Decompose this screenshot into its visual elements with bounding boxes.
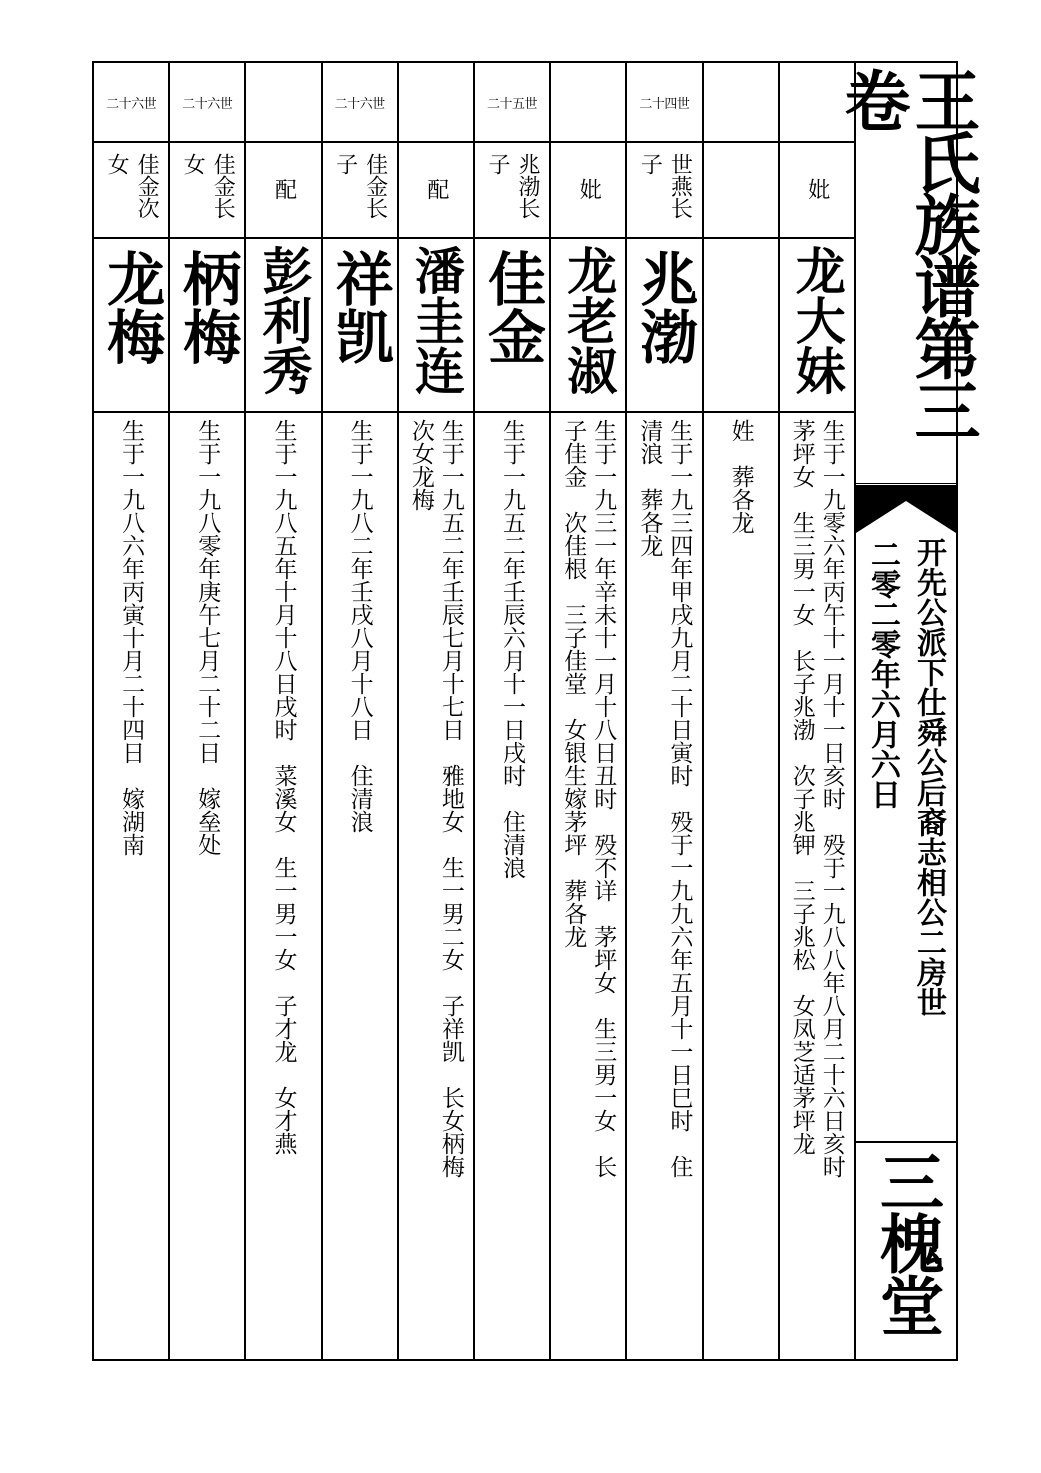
person-name: 龙大妹 xyxy=(787,245,846,395)
person-name: 龙老淑 xyxy=(559,245,618,395)
entry-column xyxy=(627,63,703,1359)
biography-text: 姓 葬各龙 xyxy=(727,419,754,534)
entry-column xyxy=(704,63,780,1359)
biography-text: 生于一九八零年庚午七月二十二日 嫁垒处 xyxy=(194,419,221,856)
name-cell xyxy=(399,237,473,413)
generation-label: 二十六世 xyxy=(170,63,244,143)
branch-line: 开先公派下仕舜公后裔志相公二房世 xyxy=(911,537,946,1017)
relation-label: 配 xyxy=(271,178,297,200)
biography-text: 生于一九三一年辛未十一月十八日丑时 殁不详 茅坪女 生三男一女 长 子佳金 次佳根 三子佳堂 女银生嫁茅坪 葬各龙 xyxy=(560,419,617,1178)
biography-text: 生于一九五二年壬辰七月十七日 雅地女 生一男二女 子祥凯 长女柄梅 次女龙梅 xyxy=(407,419,464,1178)
name-cell xyxy=(323,237,397,413)
biography-cell xyxy=(170,413,244,1359)
entry-column xyxy=(399,63,475,1359)
relation-cell xyxy=(399,141,473,239)
generation-label: 二十五世 xyxy=(475,63,549,143)
relation-cell xyxy=(475,141,549,239)
biography-cell xyxy=(551,413,625,1359)
relation-label: 兆渤长子 xyxy=(485,153,541,219)
generation-label xyxy=(704,63,778,143)
person-name: 龙梅 xyxy=(97,249,166,365)
biography-text: 生于一九五二年壬辰六月十一日戌时 住清浪 xyxy=(499,419,526,879)
generation-label: 二十六世 xyxy=(323,63,397,143)
relation-label: 世燕长子 xyxy=(637,153,693,219)
relation-cell xyxy=(704,141,778,239)
entry-column xyxy=(551,63,627,1359)
biography-text: 生于一九八六年丙寅十月二十四日 嫁湖南 xyxy=(118,419,145,856)
person-name: 柄梅 xyxy=(173,249,242,365)
biography-cell xyxy=(94,413,168,1359)
relation-cell xyxy=(323,141,397,239)
date-line: 二零二零年六月六日 xyxy=(865,539,900,809)
generation-label xyxy=(246,63,320,143)
name-cell xyxy=(704,237,778,413)
entry-column xyxy=(170,63,246,1359)
person-name: 兆渤 xyxy=(630,249,699,365)
book-title: 王氏族谱第三卷 xyxy=(833,67,980,439)
title-column xyxy=(833,63,980,1359)
entry-column xyxy=(94,63,170,1359)
relation-cell xyxy=(170,141,244,239)
entry-column xyxy=(475,63,551,1359)
book-title-block xyxy=(833,63,980,483)
relation-label: 妣 xyxy=(804,178,830,200)
name-cell xyxy=(475,237,549,413)
person-name: 潘圭连 xyxy=(406,245,465,395)
relation-cell xyxy=(94,141,168,239)
subtitle-block xyxy=(856,537,956,1137)
hall-name: 三槐堂 xyxy=(869,1149,943,1335)
relation-label: 佳金长子 xyxy=(332,153,388,219)
biography-cell xyxy=(323,413,397,1359)
biography-text: 生于一九三四年甲戌九月二十日寅时 殁于一九九六年五月十一日巳时 住 清浪 葬各龙 xyxy=(636,419,693,1178)
person-name: 彭利秀 xyxy=(254,245,313,395)
relation-cell xyxy=(551,141,625,239)
name-cell xyxy=(627,237,701,413)
relation-label: 妣 xyxy=(576,178,602,200)
biography-text: 生于一九零六年丙午十一月十一日亥时 殁于一九八八年八月二十六日亥时 茅坪女 生三男一女 长子兆渤 次子兆钾 三子兆松 女凤芝适茅坪龙 xyxy=(788,419,845,1178)
fish-tail-ornament xyxy=(856,483,956,535)
biography-cell xyxy=(627,413,701,1359)
generation-label xyxy=(551,63,625,143)
name-cell xyxy=(551,237,625,413)
entry-column xyxy=(323,63,399,1359)
biography-cell xyxy=(704,413,778,1359)
name-cell xyxy=(246,237,320,413)
entry-column xyxy=(246,63,322,1359)
relation-label: 配 xyxy=(423,178,449,200)
person-name: 祥凯 xyxy=(325,249,394,365)
biography-cell xyxy=(246,413,320,1359)
biography-cell xyxy=(780,413,854,1359)
biography-cell xyxy=(399,413,473,1359)
biography-text: 生于一九八二年壬戌八月十八日 住清浪 xyxy=(346,419,373,833)
generation-label: 二十四世 xyxy=(627,63,701,143)
relation-cell xyxy=(627,141,701,239)
hall-name-block xyxy=(856,1141,956,1361)
person-name: 佳金 xyxy=(478,249,547,365)
relation-cell xyxy=(246,141,320,239)
genealogy-page xyxy=(92,61,980,1361)
generation-label xyxy=(399,63,473,143)
relation-label: 佳金次女 xyxy=(104,153,160,219)
entry-columns xyxy=(94,63,856,1359)
relation-label: 佳金长女 xyxy=(180,153,236,219)
biography-text: 生于一九八五年十月十八日戌时 菜溪女 生一男一女 子才龙 女才燕 xyxy=(270,419,297,1155)
name-cell xyxy=(94,237,168,413)
generation-label: 二十六世 xyxy=(94,63,168,143)
biography-cell xyxy=(475,413,549,1359)
name-cell xyxy=(170,237,244,413)
